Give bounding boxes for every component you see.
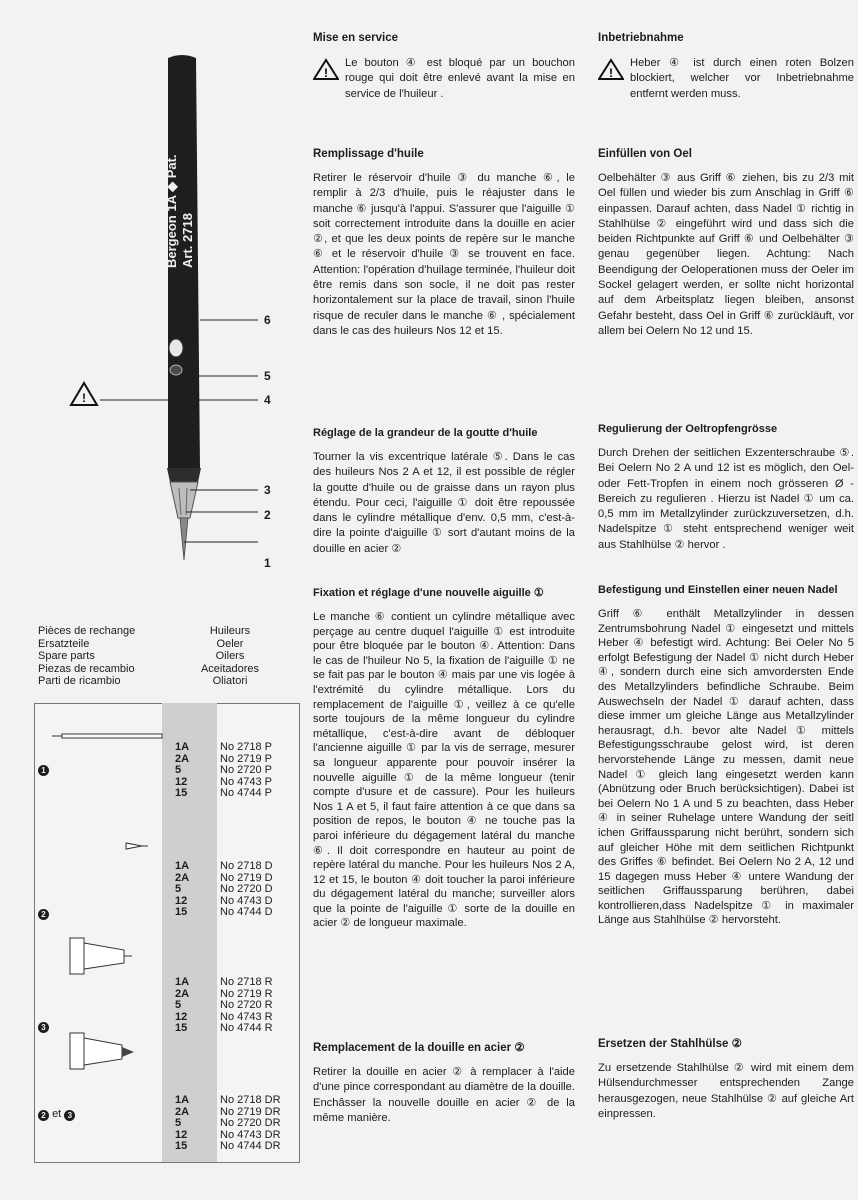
oiler-ferrule [167, 468, 201, 482]
de-s3-title: Regulierung der Oeltropfengrösse [598, 423, 778, 435]
fr-s2 [313, 148, 575, 339]
parts-label-fr: Pièces de rechange [38, 625, 136, 637]
fr-s1-body: Le bouton ④ est bloqué par un bouchon rouge qui doit être enlevé avant la mise en service de l'huileur . [345, 57, 575, 100]
group-label-4-et: et [52, 1108, 62, 1120]
oiler-size: 12 [175, 775, 188, 788]
de-s3 [598, 423, 854, 553]
group-label-4a-num: 2 [38, 1110, 49, 1121]
part-reference: No 2720 D [220, 883, 273, 896]
oilers-labels [180, 625, 280, 688]
pen-brand-line2: Art. 2718 [180, 213, 195, 268]
oiler-size: 2A [175, 987, 190, 1000]
de-s1-body: Heber ④ ist durch einen roten Bolzen blockiert, welcher vor Inbetriebnahme entfernt werden muss. [630, 57, 854, 100]
de-s4-body: Griff ⑥ enthält Metallzylinder in dessen Zentrumsbohrung Nadel ① eingesetzt und mittels Heber ④ befestigt wird. Achtung: Bei Oeler No 5 erfolgt Befestigung der Nadel ① nicht durch Heber ④, sondern durch eine sich amvordersten Ende des Metallzylinders befindliche Schraube. Beim Auswechseln der Nadel ① darauf achten, dass diese immer um gleiche Länge aus Metallzylinder herausragt, d.h. bevor alte Nadel ① mittels Befestigungsschraube gelost wird, ist deren hervorstehende Länge zu messen, damit neue Nadel ① gleich lang eingesetzt werden kann (Abnützung oder Bruch berücksichtigen). Dabei ist bei Oelern No 1 A und 5 zu beachten, dass Heber ④ in seiner Ruhelage untere Wandung der seitl ichen Griffaussparung nicht berührt, sondern sich auf gleicher Höhe mit dem seitlichen Richtpunkt des Griffes ⑥ befindet. Bei Oelern No 2 A, 12 und 15 dagegen muss Heber ④ untere Wandung der seitlichen Griffaussparung berühren, dabei kontrollieren,dass Nadelspitze ① in maximaler Länge aus Stahlhülse ② hervorsteht. [598, 608, 854, 927]
fr-s3 [313, 427, 575, 557]
oilers-label-de: Oeler [216, 637, 244, 650]
part-reference: No 4743 R [220, 1010, 273, 1023]
svg-text:!: ! [82, 391, 86, 405]
needle-part-icon [52, 734, 162, 738]
oilers-label-es: Aceitadores [200, 662, 260, 675]
de-s5-title: Ersetzen der Stahlhülse ② [598, 1038, 742, 1050]
oiler-size: 12 [175, 1128, 188, 1141]
part-drawings [34, 703, 164, 1161]
oiler-size: 12 [175, 1010, 188, 1023]
oiler-size: 5 [175, 764, 182, 777]
parts-row [175, 788, 272, 800]
callout-3: 3 [264, 483, 271, 497]
group-label-1-num: 1 [38, 765, 49, 776]
de-s5 [598, 1036, 854, 1122]
pen-brand-line1: Bergeon 1A ◆ Pat. [164, 154, 179, 268]
sleeve-needle-part-icon [70, 1033, 134, 1069]
small-cone-icon [126, 843, 148, 849]
oiler-size: 1A [175, 1094, 190, 1106]
oilers-label-en: Oilers [215, 650, 245, 662]
parts-label-de: Ersatzteile [38, 637, 90, 650]
parts-label-es: Piezas de recambio [38, 662, 135, 675]
oiler-size: 1A [175, 976, 190, 988]
fr-s5-title: Remplacement de la douille en acier ② [313, 1042, 525, 1054]
part-reference: No 2720 R [220, 999, 273, 1012]
warning-icon [598, 58, 624, 80]
callout-4: 4 [264, 393, 271, 407]
part-reference: No 2719 P [220, 752, 272, 765]
warning-icon [313, 58, 339, 80]
lever-button [169, 339, 183, 357]
group-label-1 [38, 763, 49, 776]
group-label-2 [38, 907, 49, 920]
fr-s2-title: Remplissage d'huile [313, 148, 424, 160]
group-label-4b-num: 3 [64, 1110, 75, 1121]
part-reference: No 2719 D [220, 871, 273, 884]
fr-s4-title: Fixation et réglage d'une nouvelle aiguille ① [313, 587, 544, 599]
parts-labels [38, 625, 135, 688]
oiler-size: 5 [175, 1117, 182, 1130]
parts-label-it: Parti de ricambio [38, 675, 121, 687]
fr-s4 [313, 586, 575, 931]
svg-text:!: ! [609, 66, 613, 80]
oiler-size: 2A [175, 1105, 190, 1118]
part-reference: No 2718 D [220, 860, 273, 872]
fr-column [313, 32, 575, 102]
part-reference: No 4743 P [220, 775, 272, 788]
steel-sleeve [170, 482, 198, 518]
oilers-label-it: Oliatori [212, 675, 248, 687]
parts-label-en: Spare parts [38, 650, 95, 662]
de-s5-body: Zu ersetzende Stahlhülse ② wird mit einem dem Hülsendurchmesser entsprechenden Zange herausgezogen, neue Stahlhülse ② auf gleiche Art einpressen. [598, 1062, 854, 1120]
parts-row [175, 1141, 281, 1153]
group-label-3 [38, 1020, 49, 1033]
part-reference: No 4743 DR [220, 1128, 281, 1141]
de-s4-title: Befestigung und Einstellen einer neuen Nadel [598, 584, 838, 596]
oiler-size: 12 [175, 894, 188, 907]
oiler-size: 5 [175, 999, 182, 1012]
oilers-label-fr: Huileurs [209, 625, 251, 637]
oiler-size: 2A [175, 752, 190, 765]
fr-s4-body: Le manche ⑥ contient un cylindre métallique avec perçage au centre duquel l'aiguille ① est introduite pour être bloquée par le bouton ④. Attention: Dans le cas de l'huileur No 5, la fixation de l'aiguille ① ne se fait pas par le bouton ④ mais par une vis logée à l'extrémité du cylindre métallique. Lors du remplacement de l'aiguille ①, veillez à ce qu'elle sorte toujours de la même longueur du cylindre métallique, c'est-à-dire avant de débloquer l'ancienne aiguille ① par la vis de serrage, mesurer sa longueur apparente pour pouvoir insérer la nouvelle aiguille ① de la même longueur (tenir compte d'usure et de cassure). Pour les huileurs Nos 1 A et 5, il faut faire attention à ce que dans sa position de repos, le bouton ④ ne touche pas la paroi inférieure du dégagement latéral du manche ⑥. Il doit correspondre en hauteur au point de repère latéral du manche. Pour les huileurs Nos 2 A, 12 et 15, le bouton ④ doit toucher la paroi inférieure du dégagement latéral du manche; surveiller alors que la pointe de l'aiguille ① sorte de la douille en acier ② de longueur maximale. [313, 611, 575, 930]
part-reference: No 4743 D [220, 894, 273, 907]
de-s1-warning [598, 56, 854, 102]
oiler-size: 15 [175, 1140, 188, 1153]
oiler-size: 15 [175, 787, 188, 800]
sleeve-part-icon [70, 938, 132, 974]
fr-s3-title: Réglage de la grandeur de la goutte d'huile [313, 427, 538, 439]
svg-text:!: ! [324, 66, 328, 80]
oiler-size: 1A [175, 741, 190, 753]
oiler-size: 15 [175, 1022, 188, 1035]
de-s4 [598, 584, 854, 928]
callout-1: 1 [264, 556, 271, 570]
part-reference: No 4744 P [220, 787, 272, 800]
de-s3-body: Durch Drehen der seitlichen Exzenterschraube ⑤. Bei Oelern No 2 A und 12 ist es möglich, den Oel- oder Fett-Tropfen in einem noch grösseren Ø -Bereich zu regulieren . Hierzu ist Nadel ① um ca. 0,5 mm im Metallzylinder zurückzuversetzen, d.h. Nadelspitze ① steht entsprechend weniger weit aus Stahlhülse ② hervor . [598, 447, 854, 551]
part-reference: No 2719 R [220, 987, 273, 1000]
part-reference: No 4744 D [220, 906, 273, 919]
fr-s3-body: Tourner la vis excentrique latérale ⑤. Dans le cas des huileurs Nos 2 A et 12, il est possible de régler la goutte d'huile ou de graisse dans un rayon plus étendu. Pour ceci, l'aiguille ① doit être repoussée dans le cylindre métallique d'env. 0,5 mm, c'est-à-dire la pointe d'aiguille ① sort d'autant moins de la douille en acier ② [313, 451, 575, 555]
de-s1-title: Inbetriebnahme [598, 32, 684, 44]
oiler-size: 2A [175, 871, 190, 884]
group-label-3-num: 3 [38, 1022, 49, 1033]
group-label-4 [38, 1108, 75, 1121]
callout-2: 2 [264, 508, 271, 522]
fr-s1-title: Mise en service [313, 32, 399, 44]
de-column [598, 32, 854, 102]
part-reference: No 2718 P [220, 741, 272, 753]
part-reference: No 2719 DR [220, 1105, 281, 1118]
parts-row [175, 1023, 273, 1035]
oiler-size: 1A [175, 860, 190, 872]
fr-s5 [313, 1040, 575, 1126]
de-s2-title: Einfüllen von Oel [598, 148, 692, 160]
oiler-size: 5 [175, 883, 182, 896]
part-reference: No 4744 DR [220, 1140, 281, 1153]
de-s2 [598, 148, 854, 339]
part-reference: No 4744 R [220, 1022, 273, 1035]
needle [180, 518, 188, 560]
part-reference: No 2720 P [220, 764, 272, 777]
fr-s5-body: Retirer la douille en acier ② à remplacer à l'aide d'une pince correspondant au diamètre de la douille. Enchâsser la nouvelle douille en acier ② de la même manière. [313, 1066, 575, 1124]
parts-row [175, 907, 273, 919]
pen-brand [164, 68, 198, 268]
de-s2-body: Oelbehälter ③ aus Griff ⑥ ziehen, bis zu 2/3 mit Oel füllen und wieder bis zum Anschlag in Griff ⑥ einpassen. Darauf achten, dass Nadel ① richtig in Stahlhülse ② eingeführt wird und dass sich die beiden Richtpunkte auf Griff ⑥ und Oelbehälter ③ genau gegenüber liegen. Achtung: Nach Beendigung der Oeloperationen muss der Oeler im Sockel gelagert werden, er sollte nicht horizontal auf dem Arbeitsplatz liegen bleiben, ansonst Gefahr besteht, dass Oel in Griff ⑥ zurückläuft, vor allem bei Oelern No 12 und 15. [598, 172, 854, 337]
callout-6: 6 [264, 313, 271, 327]
group-label-2-num: 2 [38, 909, 49, 920]
part-reference: No 2720 DR [220, 1117, 281, 1130]
fr-s2-body: Retirer le réservoir d'huile ③ du manche ⑥, le remplir à 2/3 d'huile, puis le réajuster dans le manche ⑥ jusqu'à l'appui. S'assurer que l'aiguille ① soit correctement introduite dans la douille en acier ②, et que les deux points de repère sur le manche ⑥ et le réservoir d'huile ③ se trouvent en face. Attention: l'opération d'huilage terminée, l'huileur doit être remis dans son socle, il ne doit pas rester horizontalement sur la place de travail, sinon l'huile risque de reculer dans le manche ⑥ , spécialement dans le cas des huileurs Nos 12 et 15. [313, 172, 575, 337]
fr-s1-warning [313, 56, 575, 102]
part-reference: No 2718 DR [220, 1094, 281, 1106]
warning-icon [71, 383, 97, 405]
part-reference: No 2718 R [220, 976, 273, 988]
callout-5: 5 [264, 369, 271, 383]
oiler-size: 15 [175, 906, 188, 919]
